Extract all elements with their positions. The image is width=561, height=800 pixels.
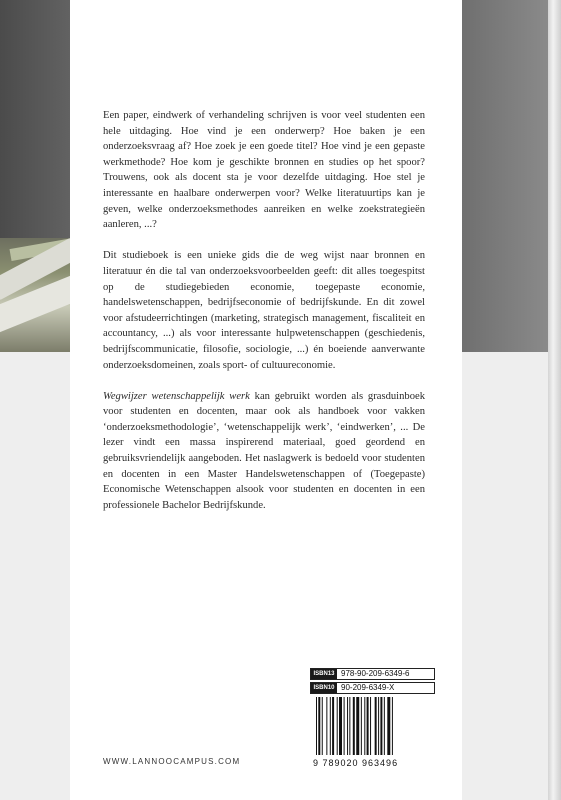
barcode-digits: 9 789020 963496 — [313, 758, 399, 768]
blurb-paragraph-2: Dit studieboek is een unieke gids die de weg wijst naar bronnen en literatuur én die tal van onderzoeksvoorbeelden geeft: dit alles toegespitst op de studiegebieden economie, toegepaste economie, handelswetenschappen, bedrijfseconomie of bedrijfskunde. En dit zowel voor afstudeerrichtingen (marketing, strategisch management, fiscaliteit en accountancy, ...) als voor interessante hulpwetenschappen (geschiedenis, bedrijfscommunicatie, filosofie, sociologie, ...) én boeiende aanverwante onderzoeksdomeinen, zoals sport- of cultuureconomie. — [103, 250, 425, 371]
isbn-block — [310, 668, 435, 770]
barcode-bars — [314, 697, 431, 755]
blurb — [103, 108, 425, 529]
isbn13-label: ISBN13 — [311, 669, 337, 679]
book-title: Wegwijzer wetenschappelijk werk — [103, 390, 250, 402]
cover-photo — [0, 238, 70, 352]
blurb-paragraph-1: Een paper, eindwerk of verhandeling schrijven is voor veel studenten een hele uitdaging. Hoe vind je een onderwerp? Hoe baken je een onderzoeksvraag af? Hoe zoek je een goede titel? Hoe vind je een gepaste werkmethode? Hoe kom je geschikte bronnen en studies op het spoor? Trouwens, ook als docent sta je voor dezelfde uitdaging. Hoe stel je interessante en haalbare onderwerpen voor? Welke literatuurtips kan je geven, welke onderzoeksmethodes aanreiken en welke zoekstrategieën aanleren, ...? — [103, 110, 425, 231]
book-edge — [548, 0, 561, 800]
isbn10-label: ISBN10 — [311, 683, 337, 693]
isbn13-row — [310, 668, 435, 680]
blurb-paragraph-3-text: kan gebruikt worden als grasduinboek voor studenten en docenten, maar ook als handboek voor vakken ‘onderzoeksmethodologie’, ‘wetenschappelijk werk’, ‘eindwerken’, ... De lezer vindt een massa inspirerend materiaal, goed geordend en gebruiksvriendelijk aangeboden. Het naslagwerk is bedoeld voor studenten en docenten in een Master Handelswetenschappen of (Toegepaste) Economische Wetenschappen alsook voor studenten en docenten in een professionele Bachelor Bedrijfskunde. — [103, 390, 425, 511]
publisher-website: WWW.LANNOOCAMPUS.COM — [103, 757, 241, 766]
isbn10-row — [310, 682, 435, 694]
gray-band-right — [462, 0, 548, 352]
isbn10-number: 90-209-6349-X — [341, 683, 395, 692]
isbn13-number: 978-90-209-6349-6 — [341, 669, 410, 678]
blurb-paragraph-3 — [103, 389, 425, 514]
barcode — [310, 694, 435, 770]
